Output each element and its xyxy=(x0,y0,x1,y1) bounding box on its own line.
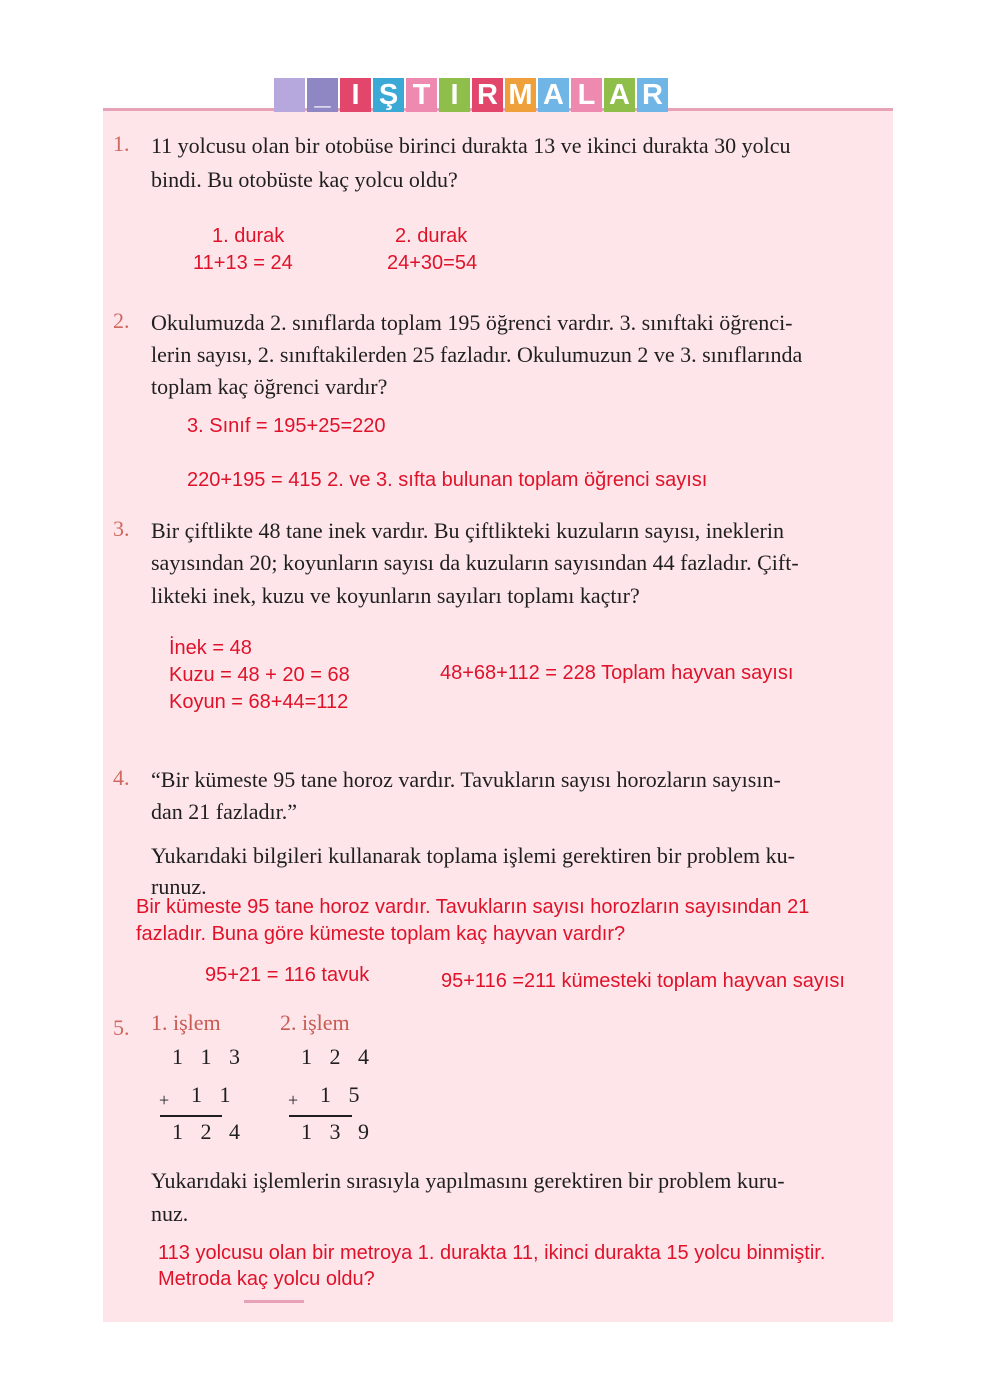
answer-3-sheep: Koyun = 68+44=112 xyxy=(169,691,349,713)
decorative-underline xyxy=(244,1300,304,1303)
page-title xyxy=(274,78,668,114)
question-1-line-1: 11 yolcusu olan bir otobüse birinci durakta 13 ve ikinci durakta 30 yolcu xyxy=(151,133,791,158)
title-tile: R xyxy=(637,78,668,112)
question-3-line-3: likteki inek, kuzu ve koyunların sayıları toplamı kaçtır? xyxy=(151,583,640,608)
question-4-line-1: “Bir kümeste 95 tane horoz vardır. Tavukların sayısı horozların sayısın- xyxy=(151,767,781,792)
operation-1-label: 1. işlem xyxy=(151,1010,221,1035)
title-tile: L xyxy=(571,78,602,112)
question-4-line-3: Yukarıdaki bilgileri kullanarak toplama işlemi gerektiren bir problem ku- xyxy=(151,843,795,868)
title-tile: I xyxy=(340,78,371,112)
operation-2-rule xyxy=(289,1115,352,1117)
question-1-line-2: bindi. Bu otobüste kaç yolcu oldu? xyxy=(151,167,458,192)
question-2-number: 2. xyxy=(113,308,130,333)
operation-1-plus: + xyxy=(159,1090,176,1110)
question-2-line-3: toplam kaç öğrenci vardır? xyxy=(151,374,388,399)
operation-2-plus: + xyxy=(288,1090,305,1110)
question-4-line-4: runuz. xyxy=(151,874,207,899)
question-2-line-2: lerin sayısı, 2. sınıftakilerden 25 fazladır. Okulumuzun 2 ve 3. sınıflarında xyxy=(151,342,803,367)
operation-1-addend: 1 1 xyxy=(191,1082,237,1107)
answer-4-line-2: fazladır. Buna göre kümeste toplam kaç hayvan vardır? xyxy=(136,923,626,945)
answer-4-total: 95+116 =211 kümesteki toplam hayvan sayısı xyxy=(441,970,845,992)
answer-1-stop-1-label: 1. durak xyxy=(212,225,285,247)
question-5-line-2: nuz. xyxy=(151,1201,189,1226)
answer-3-lamb: Kuzu = 48 + 20 = 68 xyxy=(169,664,350,686)
operation-1-rule xyxy=(160,1115,222,1117)
answer-2-line-2: 220+195 = 415 2. ve 3. sıfta bulunan toplam öğrenci sayısı xyxy=(187,469,708,491)
operation-2-result: 1 3 9 xyxy=(301,1119,375,1144)
operation-1-result: 1 2 4 xyxy=(172,1119,246,1144)
question-4-line-2: dan 21 fazladır.” xyxy=(151,799,297,824)
title-tile: Ş xyxy=(373,78,404,112)
title-tile: T xyxy=(406,78,437,112)
question-3-line-2: sayısından 20; koyunların sayısı da kuzuların sayısından 44 fazladır. Çift- xyxy=(151,550,799,575)
answer-2-line-1: 3. Sınıf = 195+25=220 xyxy=(187,415,386,437)
question-3-line-1: Bir çiftlikte 48 tane inek vardır. Bu çiftlikteki kuzuların sayısı, ineklerin xyxy=(151,518,784,543)
answer-3-total: 48+68+112 = 228 Toplam hayvan sayısı xyxy=(440,662,794,684)
operation-2-addend: 1 5 xyxy=(320,1082,366,1107)
answer-1-stop-2-label: 2. durak xyxy=(395,225,468,247)
title-tile: A xyxy=(538,78,569,112)
operation-2-label: 2. işlem xyxy=(280,1010,350,1035)
operation-2-top: 1 2 4 xyxy=(301,1044,375,1069)
operation-1-top: 1 1 3 xyxy=(172,1044,246,1069)
title-tile: I xyxy=(439,78,470,112)
title-tile xyxy=(274,78,305,112)
answer-5-line-1: 113 yolcusu olan bir metroya 1. durakta 11, ikinci durakta 15 yolcu binmiştir. xyxy=(158,1242,826,1264)
title-tile: _ xyxy=(307,78,338,112)
title-tile: M xyxy=(505,78,536,112)
answer-1-stop-2-calc: 24+30=54 xyxy=(387,252,478,274)
question-5-number: 5. xyxy=(113,1015,130,1040)
question-3-number: 3. xyxy=(113,516,130,541)
question-5-line-1: Yukarıdaki işlemlerin sırasıyla yapılmasını gerektiren bir problem kuru- xyxy=(151,1168,785,1193)
answer-4-line-1: Bir kümeste 95 tane horoz vardır. Tavukların sayısı horozların sayısından 21 xyxy=(136,896,810,918)
answer-3-cow: İnek = 48 xyxy=(169,637,252,659)
title-tile: A xyxy=(604,78,635,112)
answer-1-stop-1-calc: 11+13 = 24 xyxy=(193,252,293,274)
answer-4-hens: 95+21 = 116 tavuk xyxy=(205,964,370,986)
title-tile: R xyxy=(472,78,503,112)
question-2-line-1: Okulumuzda 2. sınıflarda toplam 195 öğrenci vardır. 3. sınıftaki öğrenci- xyxy=(151,310,793,335)
question-1-number: 1. xyxy=(113,131,130,156)
answer-5-line-2: Metroda kaç yolcu oldu? xyxy=(158,1268,375,1290)
question-4-number: 4. xyxy=(113,765,130,790)
